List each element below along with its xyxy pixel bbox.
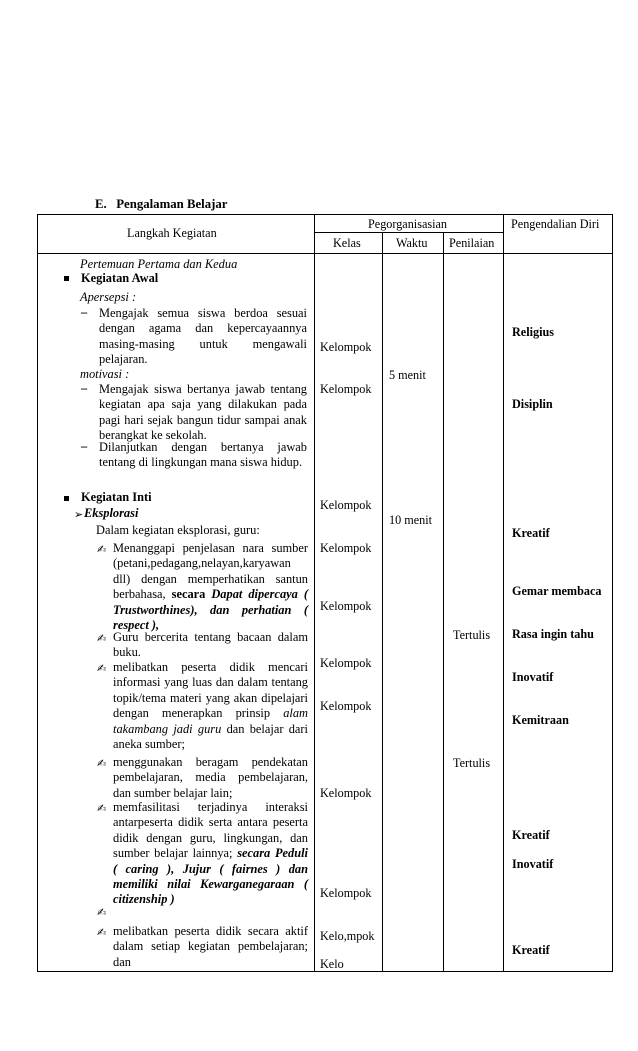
pengendalian-cell: Rasa ingin tahu xyxy=(512,627,594,641)
dash-icon: – xyxy=(81,305,88,319)
pengendalian-cell: Kreatif xyxy=(512,828,550,842)
header-bottom-border xyxy=(37,253,613,254)
kelas-cell: Kelompok xyxy=(320,382,372,396)
inti-item-4: menggunakan beragam pendekatan pembelajaran, media pembelajaran, dan sumber belajar lain; xyxy=(113,755,308,800)
kelas-cell: Kelo,mpok xyxy=(320,929,375,943)
writing-hand-icon: ✍ xyxy=(97,543,107,556)
inti-item-7: melibatkan peserta didik secara aktif dalam setiap kegiatan pembelajaran; dan xyxy=(113,924,308,969)
kelas-cell: Kelompok xyxy=(320,886,372,900)
inti-item-5: memfasilitasi terjadinya interaksi antarpeserta didik serta antara peserta didik dengan guru, lingkungan, dan sumber belajar lainnya; secara Peduli ( caring ), Jujur ( fairnes ) dan memiliki nilai Kewarganegaraan ( citizenship ) xyxy=(113,800,308,907)
header-kelas: Kelas xyxy=(333,236,361,250)
section-heading xyxy=(95,197,227,212)
header-waktu: Waktu xyxy=(396,236,428,250)
pengendalian-cell: Gemar membaca xyxy=(512,584,602,598)
eksplorasi-intro: Dalam kegiatan eksplorasi, guru: xyxy=(96,523,260,537)
dash-icon: – xyxy=(81,381,88,395)
writing-hand-icon: ✍ xyxy=(97,906,107,919)
border-penilaian xyxy=(503,214,504,972)
table-top-border xyxy=(37,214,613,215)
kegiatan-inti-heading: Kegiatan Inti xyxy=(81,490,152,504)
border-right xyxy=(612,214,613,972)
eksplorasi-heading: Eksplorasi xyxy=(84,506,139,520)
apersepsi-label: Apersepsi : xyxy=(80,290,137,304)
section-number: E. xyxy=(95,197,107,211)
awal-item-1: Mengajak semua siswa berdoa sesuai dengan agama dan kepercayaannya masing-masing untuk mengawali pelajaran. xyxy=(99,306,307,367)
subheader-divider xyxy=(314,232,503,233)
kelas-cell: Kelompok xyxy=(320,699,372,713)
kegiatan-awal-heading: Kegiatan Awal xyxy=(81,271,159,285)
border-left xyxy=(37,214,38,972)
kelas-cell: Kelo xyxy=(320,957,344,971)
kelas-cell: Kelompok xyxy=(320,541,372,555)
pengendalian-cell: Kemitraan xyxy=(512,713,569,727)
pengendalian-cell: Kreatif xyxy=(512,943,550,957)
arrow-bullet-icon: ➢ xyxy=(74,508,84,521)
motivasi-label: motivasi : xyxy=(80,367,130,381)
pengendalian-cell: Kreatif xyxy=(512,526,550,540)
penilaian-cell: Tertulis xyxy=(453,628,491,642)
border-waktu xyxy=(443,232,444,972)
writing-hand-icon: ✍ xyxy=(97,926,107,939)
inti-item-2: Guru bercerita tentang bacaan dalam buku. xyxy=(113,630,308,660)
writing-hand-icon: ✍ xyxy=(97,757,107,770)
kelas-cell: Kelompok xyxy=(320,498,372,512)
header-penilaian: Penilaian xyxy=(449,236,495,250)
border-langkah xyxy=(314,214,315,972)
writing-hand-icon: ✍ xyxy=(97,632,107,645)
pertemuan-label: Pertemuan Pertama dan Kedua xyxy=(80,257,238,271)
header-pengorganisasian: Pegorganisasian xyxy=(368,217,447,231)
pengendalian-cell: Inovatif xyxy=(512,670,554,684)
square-bullet-icon xyxy=(64,496,69,501)
waktu-cell: 5 menit xyxy=(389,368,426,382)
inti-item-1: Menanggapi penjelasan nara sumber (petani,pedagang,nelayan,karyawan dll) dengan memperhatikan santun berbahasa, secara Dapat dipercaya ( Trustworthines), dan perhatian ( respect ), xyxy=(113,541,308,633)
kelas-cell: Kelompok xyxy=(320,340,372,354)
square-bullet-icon xyxy=(64,276,69,281)
border-kelas xyxy=(382,232,383,972)
header-langkah: Langkah Kegiatan xyxy=(127,226,217,240)
kelas-cell: Kelompok xyxy=(320,656,372,670)
kelas-cell: Kelompok xyxy=(320,599,372,613)
dash-icon: – xyxy=(81,439,88,453)
writing-hand-icon: ✍ xyxy=(97,802,107,815)
writing-hand-icon: ✍ xyxy=(97,662,107,675)
awal-item-3: Dilanjutkan dengan bertanya jawab tentang di lingkungan mana siswa hidup. xyxy=(99,440,307,470)
pengendalian-cell: Disiplin xyxy=(512,397,553,411)
waktu-cell: 10 menit xyxy=(389,513,432,527)
pengendalian-cell: Inovatif xyxy=(512,857,554,871)
inti-item-3: melibatkan peserta didik mencari informasi yang luas dan dalam tentang topik/tema materi yang akan dipelajari dengan menerapkan prinsip alam takambang jadi guru dan belajar dari aneka sumber; xyxy=(113,660,308,752)
pengendalian-cell: Religius xyxy=(512,325,554,339)
header-pengendalian: Pengendalian Diri xyxy=(511,217,600,231)
penilaian-cell: Tertulis xyxy=(453,756,491,770)
awal-item-2: Mengajak siswa bertanya jawab tentang kegiatan apa saja yang dilakukan pada pagi hari sejak bangun tidur sampai anak berangkat ke sekolah. xyxy=(99,382,307,443)
section-title: Pengalaman Belajar xyxy=(116,197,228,211)
kelas-cell: Kelompok xyxy=(320,786,372,800)
